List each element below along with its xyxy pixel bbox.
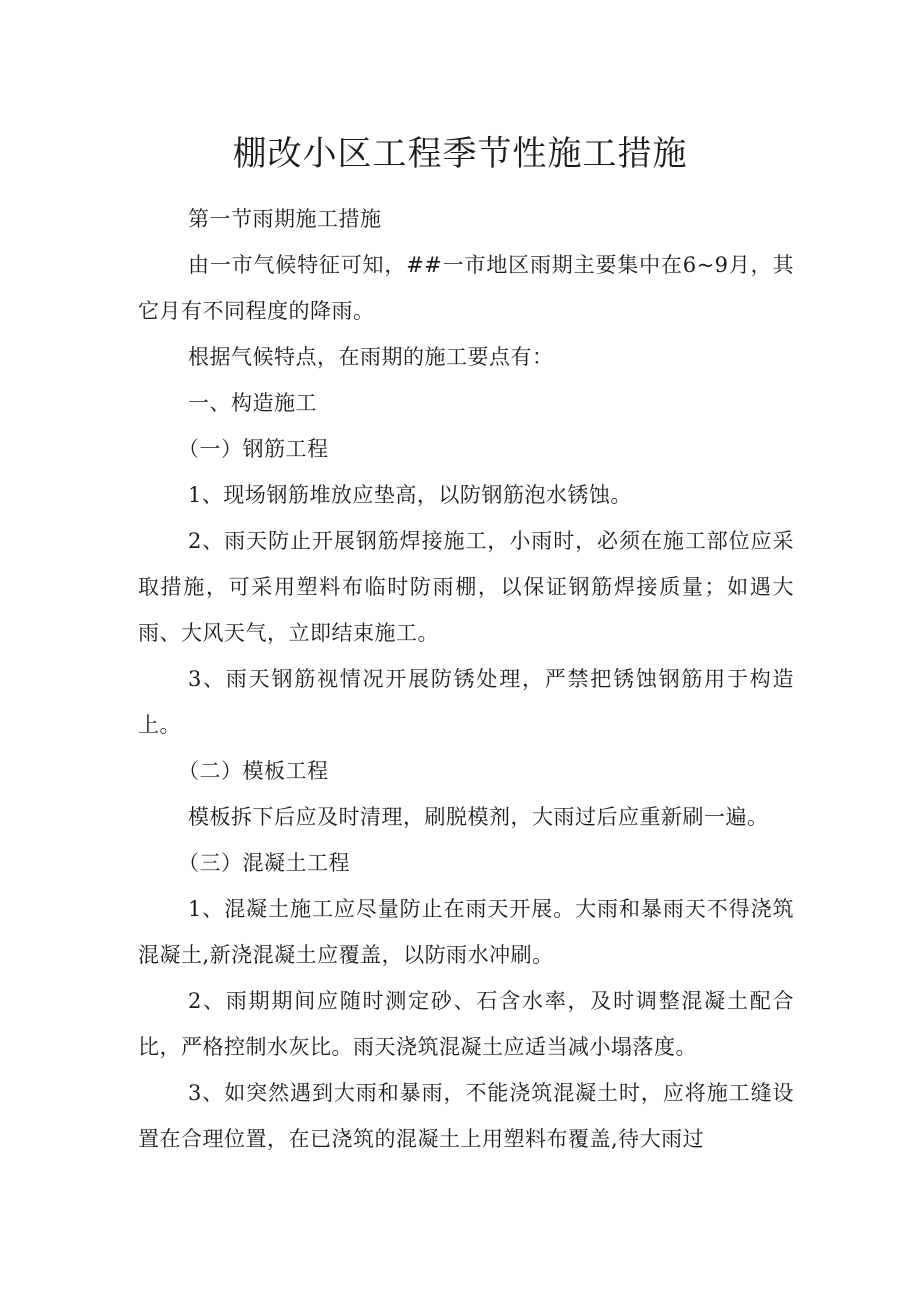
paragraph: 根据气候特点，在雨期的施工要点有： bbox=[188, 345, 554, 369]
paragraph: 1、现场钢筋堆放应垫高，以防钢筋泡水锈蚀。 bbox=[188, 483, 632, 507]
section-heading: 一、构造施工 bbox=[188, 391, 317, 415]
paragraph: 3、雨天钢筋视情况开展防锈处理，严禁把锈蚀钢筋用于构造上。 bbox=[138, 667, 794, 737]
paragraph: 2、雨期期间应随时测定砂、石含水率，及时调整混凝土配合比，严格控制水灰比。雨天浇筑混凝土应适当减小塌落度。 bbox=[138, 989, 794, 1059]
paragraph: 由一市气候特征可知，##一市地区雨期主要集中在6~9月，其它月有不同程度的降雨。 bbox=[138, 253, 794, 323]
subsection-heading: （三）混凝土工程 bbox=[178, 851, 350, 875]
document-body bbox=[138, 196, 794, 1162]
subsection-heading: （一）钢筋工程 bbox=[178, 437, 329, 461]
paragraph: 3、如突然遇到大雨和暴雨，不能浇筑混凝土时，应将施工缝设置在合理位置，在已浇筑的混凝土上用塑料布覆盖,待大雨过 bbox=[138, 1081, 794, 1151]
paragraph: 模板拆下后应及时清理，刷脱模剂，大雨过后应重新刷一遍。 bbox=[188, 805, 769, 829]
paragraph: 2、雨天防止开展钢筋焊接施工，小雨时，必须在施工部位应采取措施，可采用塑料布临时防雨棚，以保证钢筋焊接质量；如遇大雨、大风天气，立即结束施工。 bbox=[138, 529, 794, 645]
paragraph: 第一节雨期施工措施 bbox=[188, 207, 382, 231]
subsection-heading: （二）模板工程 bbox=[178, 759, 329, 783]
paragraph: 1、混凝土施工应尽量防止在雨天开展。大雨和暴雨天不得浇筑混凝土,新浇混凝土应覆盖，以防雨水冲刷。 bbox=[138, 897, 794, 967]
document-title: 棚改小区工程季节性施工措施 bbox=[232, 134, 688, 174]
